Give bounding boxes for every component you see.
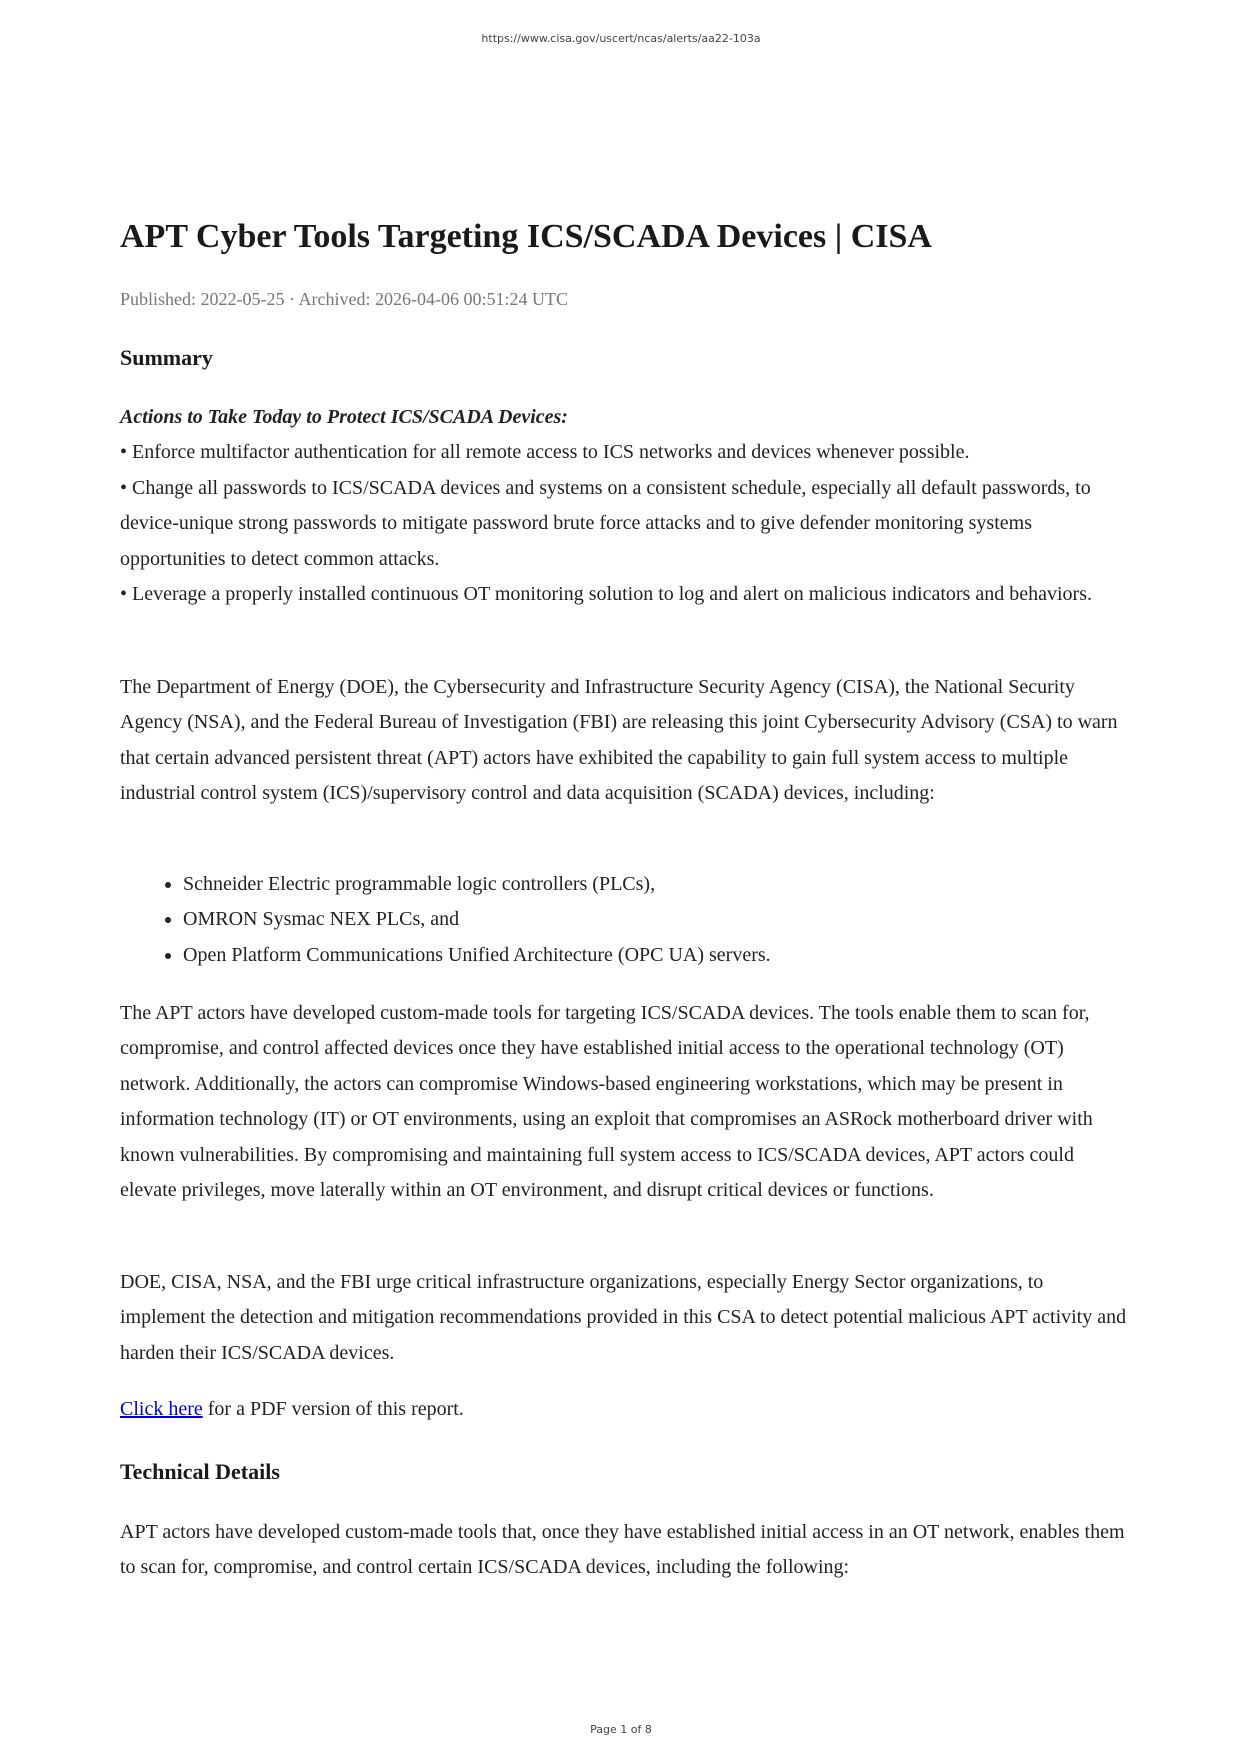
page-url: https://www.cisa.gov/uscert/ncas/alerts/aa22-103a	[481, 32, 761, 45]
list-item: • Schneider Electric programmable logic controllers (PLCs),	[183, 867, 1130, 902]
list-item: • OMRON Sysmac NEX PLCs, and	[183, 902, 1130, 937]
actions-block	[120, 400, 1130, 612]
summary-heading: Summary	[120, 345, 213, 370]
action-item: • Enforce multifactor authentication for all remote access to ICS networks and devices whenever possible.	[120, 441, 970, 464]
urge-paragraph: DOE, CISA, NSA, and the FBI urge critical infrastructure organizations, especially Energy Sector organizations, to implement the detection and mitigation recommendations provided in this CSA to detect potential malicious APT activity and harden their ICS/SCADA devices.	[120, 1271, 1127, 1364]
action-item: • Leverage a properly installed continuous OT monitoring solution to log and alert on malicious indicators and behaviors.	[120, 583, 1092, 606]
publish-meta: Published: 2022-05-25 · Archived: 2026-04-06 00:51:24 UTC	[120, 289, 568, 309]
technical-details-heading: Technical Details	[120, 1459, 280, 1484]
pdf-link[interactable]: Click here	[120, 1398, 203, 1420]
intro-paragraph: The Department of Energy (DOE), the Cybersecurity and Infrastructure Security Agency (CISA), the National Security Agency (NSA), and the Federal Bureau of Investigation (FBI) are releasing this joint Cybersecurity Advisory (CSA) to warn that certain advanced persistent threat (APT) actors have exhibited the capability to gain full system access to multiple industrial control system (ICS)/supervisory control and data acquisition (SCADA) devices, including:	[120, 676, 1118, 805]
list-item: • Open Platform Communications Unified Architecture (OPC UA) servers.	[183, 938, 1130, 973]
device-list	[120, 867, 1130, 973]
page-number: Page 1 of 8	[590, 1723, 652, 1736]
page-title: APT Cyber Tools Targeting ICS/SCADA Devices | CISA	[120, 218, 932, 255]
technical-paragraph: APT actors have developed custom-made tools that, once they have established initial access in an OT network, enables them to scan for, compromise, and control certain ICS/SCADA devices, including the following:	[120, 1521, 1125, 1579]
action-item: • Change all passwords to ICS/SCADA devices and systems on a consistent schedule, especially all default passwords, to device-unique strong passwords to mitigate password brute force attacks and to give defender monitoring systems opportunities to detect common attacks.	[120, 476, 1091, 570]
tools-paragraph: The APT actors have developed custom-made tools for targeting ICS/SCADA devices. The tools enable them to scan for, compromise, and control affected devices once they have established initial access to the operational technology (OT) network. Additionally, the actors can compromise Windows-based engineering workstations, which may be present in information technology (IT) or OT environments, using an exploit that compromises an ASRock motherboard driver with known vulnerabilities. By compromising and maintaining full system access to ICS/SCADA devices, APT actors could elevate privileges, move laterally within an OT environment, and disrupt critical devices or functions.	[120, 1002, 1093, 1202]
pdf-paragraph	[120, 1392, 1130, 1427]
pdf-text: for a PDF version of this report.	[202, 1398, 464, 1420]
actions-heading: Actions to Take Today to Protect ICS/SCADA Devices:	[120, 406, 568, 428]
